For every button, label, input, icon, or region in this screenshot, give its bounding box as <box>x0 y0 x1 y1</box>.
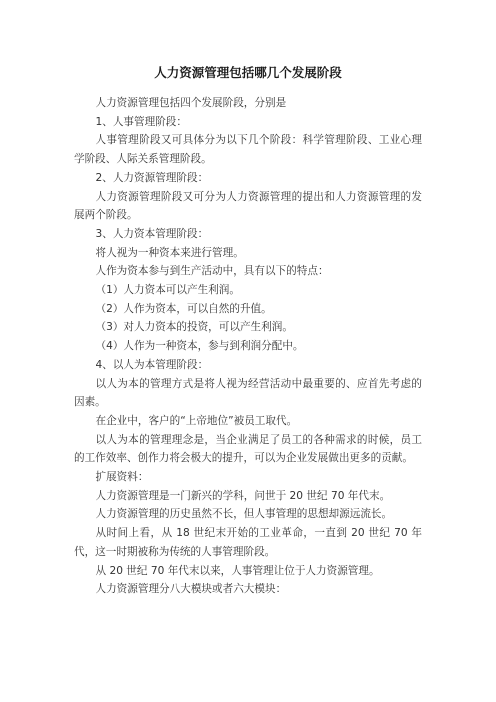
paragraph-stage-4-customer: 在企业中，客户的“上帝地位”被员工取代。 <box>95 414 298 427</box>
paragraph-stage-1: 人事管理阶段又可具体分为以下几个阶段：科学管理阶段、工业心理学阶段、人际关系管理阶段。 <box>74 134 422 166</box>
heading-stage-4: 4、以人为本管理阶段： <box>95 358 209 371</box>
list-item-feature-3: （3）对人力资本的投资，可以产生利润。 <box>95 321 293 334</box>
paragraph-extended-3: 从时间上看，从 18 世纪末开始的工业革命，一直到 20 世纪 70 年代，这一时期被称为传统的人事管理阶段。 <box>74 527 422 558</box>
paragraph-intro: 人力资源管理包括四个发展阶段，分别是 <box>95 97 287 109</box>
document-body <box>74 94 422 599</box>
paragraph-stage-3: 将人视为一种资本来进行管理。 <box>95 246 244 259</box>
list-item-feature-2: （2）人作为资本，可以自然的升值。 <box>95 302 272 315</box>
paragraph-extended-1: 人力资源管理是一门新兴的学科，问世于 20 世纪 70 年代末。 <box>95 489 391 502</box>
paragraph-stage-4-concept: 以人为本的管理理念是，当企业满足了员工的各种需求的时候，员工的工作效率、创作力将会极大的提升，可以为企业发展做出更多的贡献。 <box>74 433 422 465</box>
heading-stage-2: 2、人力资源管理阶段： <box>95 171 209 184</box>
paragraph-stage-2: 人力资源管理阶段又可分为人力资源管理的提出和人力资源管理的发展两个阶段。 <box>74 190 422 222</box>
paragraph-extended-5: 人力资源管理分八大模块或者六大模块： <box>95 583 287 596</box>
list-item-feature-1: （1）人力资本可以产生利润。 <box>95 284 240 297</box>
heading-stage-3: 3、人力资本管理阶段： <box>95 227 209 240</box>
paragraph-extended-4: 从 20 世纪 70 年代末以来，人事管理让位于人力资源管理。 <box>95 564 380 577</box>
paragraph-extended-2: 人力资源管理的历史虽然不长，但人事管理的思想却源远流长。 <box>95 508 393 521</box>
paragraph-stage-3-features: 人作为资本参与到生产活动中，具有以下的特点： <box>95 265 329 278</box>
heading-extended: 扩展资料： <box>95 471 149 484</box>
paragraph-stage-4: 以人为本的管理方式是将人视为经营活动中最重要的、应首先考虑的因素。 <box>74 377 422 409</box>
document-title: 人力资源管理包括哪几个发展阶段 <box>154 65 342 80</box>
list-item-feature-4: （4）人作为一种资本，参与到利润分配中。 <box>95 340 304 353</box>
heading-stage-1: 1、人事管理阶段： <box>95 115 187 128</box>
